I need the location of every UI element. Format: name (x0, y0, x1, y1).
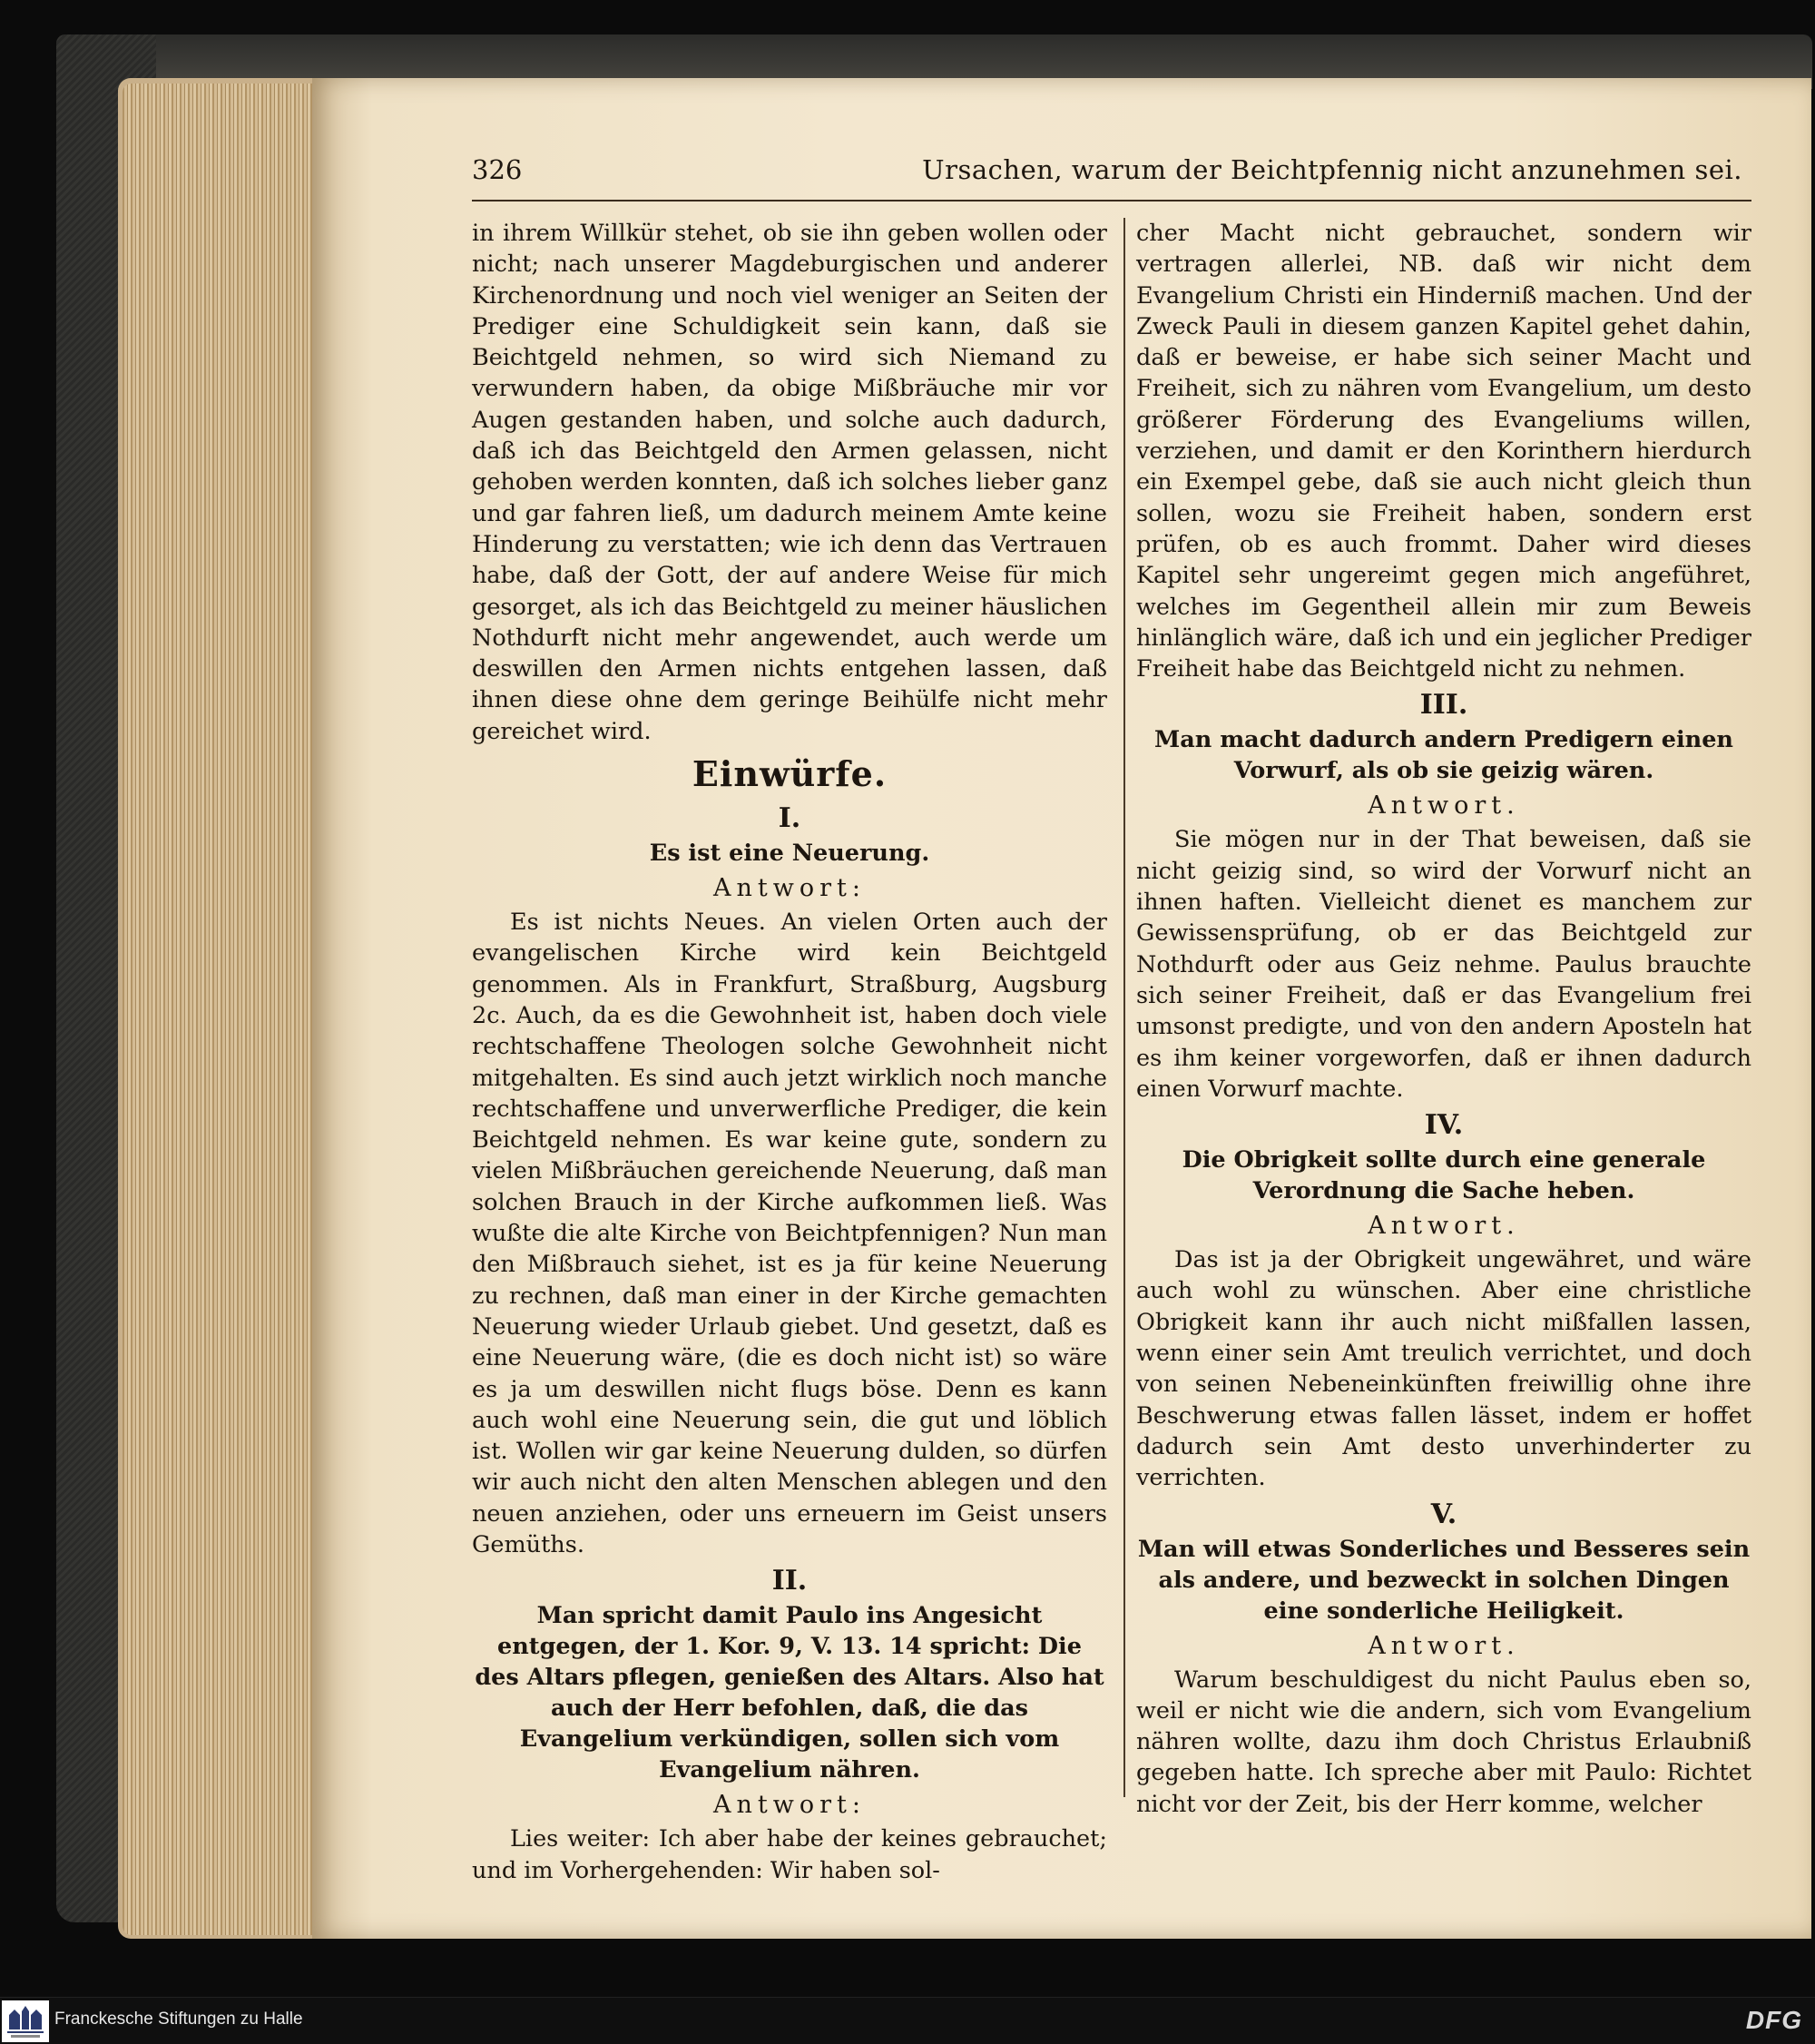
objection-title: Die Obrigkeit sollte durch eine generale Verordnung die Sache heben. (1182, 1146, 1706, 1205)
section-heading-einwuerfe: Einwürfe. (692, 753, 888, 795)
answer-label: Antwort: (713, 1791, 866, 1820)
paragraph: cher Macht nicht gebrauchet, sondern wir vertragen allerlei, NB. daß wir nicht dem Evangelium Christi ein Hinderniß machen. Und der Zweck Pauli in diesem ganzen Kapitel gehet dahin, daß er beweise, er habe sich seiner Macht und Freiheit, sich zu nähren vom Evangelium, um desto größerer Förderung des Evangeliums willen, verziehen, und damit er den Korinthern hierdurch ein Exempel gebe, daß sie auch nicht gleich thun sollen, wozu sie Freiheit haben, sondern erst prüfen, ob es auch frommt. Daher wird dieses Kapitel sehr ungereimt gegen mich angeführet, welches im Gegentheil allein mir zum Beweis hinlänglich wäre, daß ich und ein jeglicher Prediger Freiheit habe das Beichtgeld nicht zu nehmen. (1136, 220, 1751, 683)
answer-label: Antwort. (1368, 1631, 1520, 1660)
column-divider (1123, 218, 1125, 1797)
section-number: V. (1430, 1498, 1457, 1530)
paragraph: Sie mögen nur in der That beweisen, daß sie nicht geizig sind, so wird der Vorwurf nicht an ihnen haften. Vielleicht dienet es manchem zur Gewissensprüfung, ob er das Beichtgeld zur Nothdurft oder aus Geiz nehme. Paulus brauchte sich seiner Freiheit, daß er das Evangelium frei umsonst predigte, und von den andern Aposteln hat es ihm keiner vorgeworfen, daß er ihnen dadurch einen Vorwurf machte. (1136, 826, 1751, 1103)
answer-label: Antwort: (713, 874, 866, 903)
right-column (1136, 218, 1751, 1820)
dfg-badge[interactable]: DFG (1745, 2006, 1802, 2034)
page-number: 326 (472, 154, 523, 185)
francke-foundation-logo-icon[interactable] (2, 2000, 49, 2042)
paragraph: Es ist nichts Neues. An vielen Orten auch der evangelischen Kirche wird kein Beichtgeld genommen. Als in Frankfurt, Straßburg, Augsburg 2c. Auch, da es die Gewohnheit ist, haben doch viele rechtschaffene Theologen solche Gewohnheit nicht mitgehalten. Es sind auch jetzt wirklich noch manche rechtschaffene und unverwerfliche Prediger, die kein Beichtgeld nehmen. Es war keine gute, sondern zu vielen Mißbräuchen gereichende Neuerung, daß man solchen Brauch in der Kirche aufkommen ließ. Was wußte die alte Kirche von Beichtpfennigen? Nun man den Mißbrauch siehet, ist es ja für keine Neuerung zu rechnen, daß man einer in der Kirche gemachten Neuerung wieder Urlaub giebet. Und gesetzt, daß es eine Neuerung wäre, (die es doch nicht ist) so wäre es ja um deswillen nicht flugs böse. Denn es kann auch wohl eine Neuerung sein, die gut und löblich ist. Wollen wir gar keine Neuerung dulden, so dürfen wir auch nicht den alten Menschen ablegen und den neuen anziehen, oder uns erneuern im Geist unsers Gemüths. (472, 909, 1107, 1558)
section-number: I. (778, 802, 801, 835)
section-number: III. (1419, 689, 1468, 722)
paragraph: Warum beschuldigest du nicht Paulus eben so, weil er nicht wie die andern, sich vom Evangelium nähren wollte, dazu ihm doch Christus Erlaubniß gegeben hatte. Ich spreche aber mit Paulo: Richtet nicht vor der Zeit, bis der Herr komme, welcher (1136, 1666, 1751, 1818)
objection-title: Man macht dadurch andern Predigern einen Vorwurf, als ob sie geizig wären. (1154, 726, 1733, 785)
answer-label: Antwort. (1368, 791, 1520, 821)
objection-title: Man will etwas Sonderliches und Besseres sein als andere, und bezweckt in solchen Dingen eine sonderliche Heiligkeit. (1137, 1535, 1751, 1625)
running-title: Ursachen, warum der Beichtpfennig nicht anzunehmen sei. (922, 154, 1742, 185)
section-number: II. (771, 1565, 808, 1597)
page-edges-stack (123, 84, 327, 1935)
running-header (472, 151, 1751, 191)
viewer-footer (0, 1997, 1815, 2044)
paragraph: in ihrem Willkür stehet, ob sie ihn geben wollen oder nicht; nach unserer Magdeburgischen und anderer Kirchenordnung und noch viel weniger an Seiten der Prediger eine Schuldigkeit sein kann, daß sie Beichtgeld nehmen, so wird sich Niemand zu verwundern haben, da obige Mißbräuche mir vor Augen gestanden haben, und solche auch dadurch, daß ich das Beichtgeld den Armen gelassen, nicht gehoben werden konnten, daß ich solches lieber ganz und gar fahren ließ, um dadurch meinem Amte keine Hinderung zu verstatten; wie ich denn das Vertrauen habe, daß der Gott, der auf andere Weise für mich gesorget, als ich das Beichtgeld zu meiner häuslichen Nothdurft nicht mehr angewendet, auch werde um deswillen den Armen nichts entgehen lassen, daß ihnen diese ohne dem geringe Beihülfe nicht mehr gereichet wird. (472, 220, 1107, 745)
paragraph: Das ist ja der Obrigkeit ungewähret, und wäre auch wohl zu wünschen. Aber eine christliche Obrigkeit kann ihr auch nicht mißfallen lassen, wenn einer sein Amt treulich verrichtet, und doch von seinen Nebeneinkünften freiwillig ohne ihre Beschwerung etwas fallen lässet, indem er hoffet dadurch sein Amt desto unverhinderter zu verrichten. (1136, 1246, 1751, 1492)
left-column (472, 218, 1107, 1886)
institution-link[interactable]: Franckesche Stiftungen zu Halle (54, 2010, 303, 2029)
paragraph: Lies weiter: Ich aber habe der keines gebrauchet; und im Vorhergehenden: Wir haben sol- (472, 1825, 1107, 1884)
page-content (472, 151, 1751, 1884)
answer-label: Antwort. (1368, 1212, 1520, 1241)
header-rule (472, 200, 1751, 201)
objection-title: Es ist eine Neuerung. (649, 840, 930, 868)
objection-title: Man spricht damit Paulo ins Angesicht entgegen, der 1. Kor. 9, V. 13. 14 spricht: Die des Altars pflegen, genießen des Altars. Also hat auch der Herr befohlen, daß, die das Evangelium verkündigen, sollen sich vom Evangelium nähren. (475, 1602, 1104, 1784)
section-number: IV. (1424, 1109, 1464, 1142)
